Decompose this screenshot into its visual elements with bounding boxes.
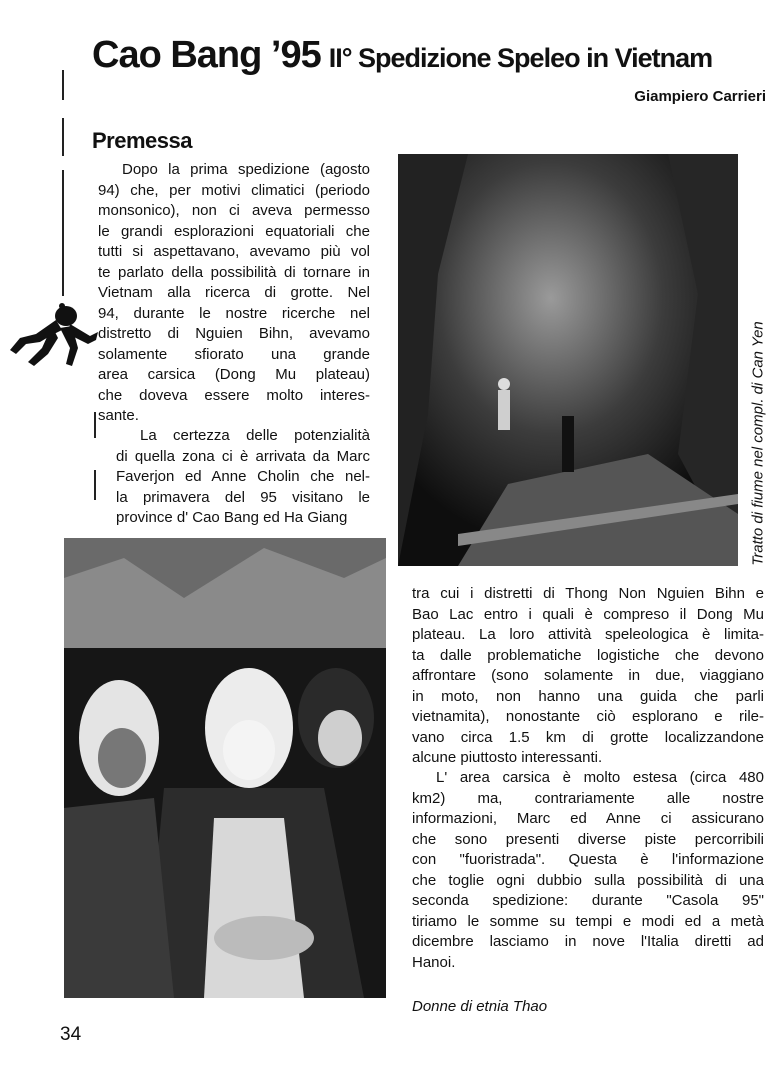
caver-climber-icon <box>6 296 102 368</box>
text-line: di quella zona ci è arrivata da Marc <box>116 447 370 465</box>
text-line: km2) ma, contrariamente alle nostre <box>412 789 764 807</box>
cave-photo-caption <box>748 300 768 590</box>
text-line: che sono presenti diverse piste percorribili <box>412 830 764 848</box>
text-line: Dopo la prima spedizione (agosto <box>122 161 370 178</box>
text-line: tutti si aspettavano, avevamo più vol <box>98 243 370 260</box>
paragraph-certainty <box>116 426 370 529</box>
paragraph-karst-area <box>412 768 764 973</box>
text-line: monsonico), non ci aveva permesso <box>98 202 370 219</box>
cave-river-photo <box>398 154 738 566</box>
text-line: La certezza delle potenzialità <box>140 427 370 444</box>
text-line: tiriamo le somme su tempi e modi ed a metà <box>412 912 764 930</box>
text-line: vietnamita), nonostante ciò esplorano e rile- <box>412 708 764 725</box>
rope-line <box>94 412 96 438</box>
text-line: te parlato della possibilità di tornare in <box>98 263 370 281</box>
author-name: Giampiero Carrieri <box>634 88 766 105</box>
text-line: distretto di Nguien Bihn, avevamo <box>98 325 370 342</box>
rope-line <box>62 170 64 296</box>
text-line: vano circa 1.5 km di grotte localizzandone <box>412 728 764 746</box>
text-line: sante. <box>98 407 139 424</box>
women-group-photo <box>64 538 386 998</box>
text-line: Hanoi. <box>412 953 456 971</box>
text-line: informazioni, Marc ed Anne ci assicurano <box>412 810 764 827</box>
text-line: dicembre lasciamo in nove l'Italia diretti ad <box>412 933 764 950</box>
rope-line <box>62 70 64 100</box>
text-line: 94) che, per motivi climatici (periodo <box>98 181 370 199</box>
title-main: Cao Bang ’95 <box>92 34 321 76</box>
text-line: che doveva essere molto interes- <box>98 386 370 404</box>
rope-line <box>62 118 64 156</box>
text-line: solamente sfiorato una grande <box>98 345 370 363</box>
text-line: tra cui i distretti di Thong Non Nguien Bihn e <box>412 585 764 602</box>
text-line: che toglie ogni dubbio sulla possibilità di una <box>412 871 764 889</box>
text-line: la primavera del 95 visitano le <box>116 488 370 506</box>
rope-line <box>94 470 96 500</box>
text-line: in moto, non hanno una guida che parli <box>412 687 764 705</box>
text-line: ta dalle problematiche logistiche che devono <box>412 646 764 664</box>
paragraph-intro <box>98 160 370 427</box>
paragraph-districts <box>412 584 764 769</box>
page-number: 34 <box>60 1024 82 1045</box>
text-line: province d' Cao Bang ed Ha Giang <box>116 509 348 526</box>
text-line: con "fuoristrada". Questa è l'informazione <box>412 851 764 868</box>
section-heading: Premessa <box>92 128 192 153</box>
text-line: alcune piuttosto interessanti. <box>412 749 603 766</box>
text-line: affrontare (sono solamente in due, viaggiano <box>412 667 764 684</box>
text-line: seconda spedizione: durante "Casola 95" <box>412 892 764 909</box>
text-line: L' area carsica è molto estesa (circa 480 <box>436 769 764 786</box>
cave-caption-text: Tratto di fiume nel compl. di Can Yen <box>749 321 767 566</box>
text-line: 94, durante le nostre ricerche nel <box>98 304 370 322</box>
text-line: plateau. La loro attività speleologica è limita- <box>412 626 764 643</box>
text-line: Faverjon ed Anne Cholin che nel- <box>116 468 370 485</box>
people-photo-caption: Donne di etnia Thao <box>412 998 548 1015</box>
text-line: area carsica (Dong Mu plateau) <box>98 366 370 383</box>
text-line: Bao Lac entro i quali è compreso il Dong Mu <box>412 605 764 623</box>
article-title <box>92 34 712 77</box>
text-line: Vietnam alla ricerca di grotte. Nel <box>98 284 370 301</box>
text-line: le grandi esplorazioni equatoriali che <box>98 222 370 240</box>
title-subtitle: II° Spedizione Speleo in Vietnam <box>328 43 713 73</box>
